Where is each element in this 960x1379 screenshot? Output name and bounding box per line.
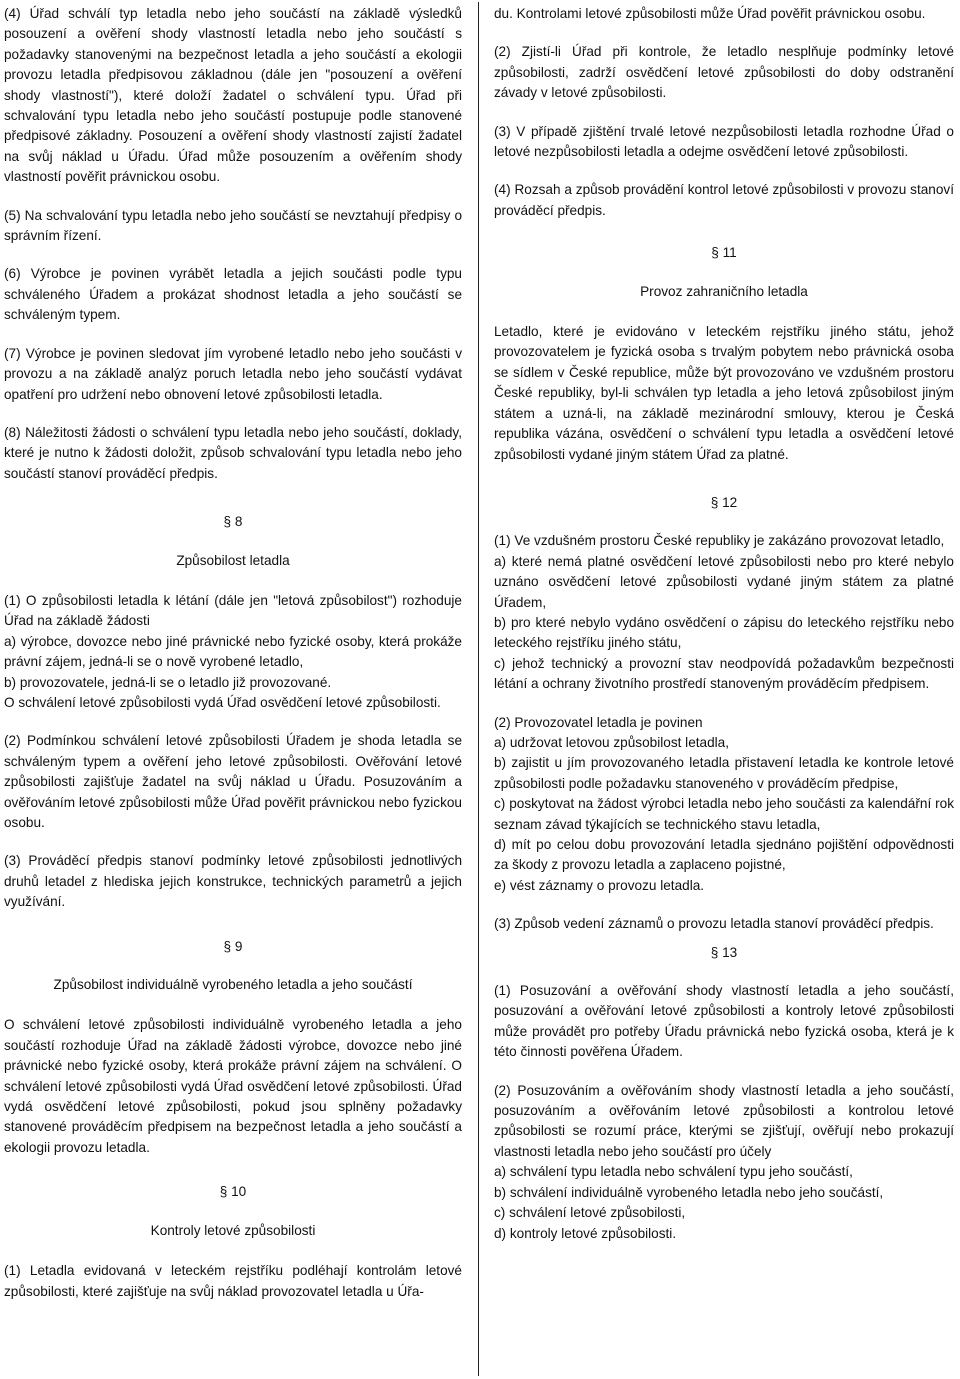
paragraph-9: O schválení letové způsobilosti individuálně vyrobeného letadla a jeho součástí rozhoduje Úřad na základě žádosti výrobce, dovozce nebo jiné právnické nebo fyzické osoby, která prokáže právní zájem na schválení. O schválení letové způsobilosti vydá Úřad osvědčení letové způsobilosti. Úřad vydá osvědčení letové způsobilosti, pokud jsou splněny požadavky stanovené prováděcím předpisem na bezpečnost letadla a jeho součástí a ekologii provozu letadla. (4, 1017, 462, 1155)
paragraph-8-1-line: O schválení letové způsobilosti vydá Úřad osvědčení letové způsobilosti. (4, 694, 441, 710)
paragraph-12-1-line: c) jehož technický a provozní stav neodpovídá požadavkům bezpečnosti létání a ochrany životního prostředí stanoveným prováděcím předpisem. (494, 655, 954, 692)
paragraph-12-1-line: b) pro které nebylo vydáno osvědčení o zápisu do leteckého rejstříku nebo leteckého rejstříku jiného státu, (494, 614, 954, 651)
paragraph-12-2-line: (2) Provozovatel letadla je povinen (494, 714, 703, 730)
paragraph-13-2-line: (2) Posuzováním a ověřováním shody vlastností letadla a jeho součástí, posuzováním a ověřováním letové způsobilosti a kontrolou letové způsobilosti se rozumí práce, kterými se zjišťují, ověřují nebo prokazují vlastnosti letadla nebo jeho součástí pro účely (494, 1082, 954, 1159)
section-8-heading: § 8 (223, 514, 243, 530)
section-13-heading: § 13 (710, 944, 738, 960)
section-8-title: Způsobilost letadla (176, 552, 290, 568)
paragraph-12-2 (494, 713, 954, 897)
paragraph-13-2-line: d) kontroly letové způsobilosti. (494, 1225, 677, 1241)
paragraph-7-5: (5) Na schvalování typu letadla nebo jeho součástí se nevztahují předpisy o správním řízení. (4, 207, 462, 244)
paragraph-8-3: (3) Prováděcí předpis stanoví podmínky letové způsobilosti jednotlivých druhů letadel z hlediska jejich konstrukce, technických parametrů a jejich využívání. (4, 853, 462, 910)
left-column (4, 4, 462, 1320)
paragraph-12-2-line: b) zajistit u jím provozovaného letadla přistavení letadla ke kontrole letové způsobilosti podle požadavku stanoveného v prováděcím předpise, (494, 755, 954, 791)
paragraph-12-2-line: d) mít po celou dobu provozování letadla sjednáno pojištění odpovědnosti za škody z provozu letadla a zaplaceno pojistné, (494, 837, 954, 873)
paragraph-12-2-line: e) vést záznamy o provozu letadla. (494, 877, 705, 893)
section-11-title: Provoz zahraničního letadla (640, 283, 808, 299)
section-12-heading: § 12 (710, 494, 738, 510)
paragraph-12-1-line: a) které nemá platné osvědčení letové způsobilosti nebo pro které nebylo uznáno osvědčení letové způsobilosti vydané jiným státem za platné Úřadem, (494, 553, 954, 610)
paragraph-8-1-line: b) provozovatele, jedná-li se o letadlo již provozované. (4, 674, 332, 690)
paragraph-13-2-line: c) schválení letové způsobilosti, (494, 1205, 686, 1221)
column-divider (478, 2, 479, 1376)
paragraph-13-1: (1) Posuzování a ověřování shody vlastností letadla a jeho součástí, posuzování a ověřování letové způsobilosti a kontroly letové způsobilosti může provádět pro potřeby Úřadu právnická nebo fyzická osoba, která je k této činnosti pověřena Úřadem. (494, 983, 954, 1060)
paragraph-12-1-line: (1) Ve vzdušném prostoru České republiky je zakázáno provozovat letadlo, (494, 533, 945, 549)
paragraph-12-3: (3) Způsob vedení záznamů o provozu letadla stanoví prováděcí předpis. (494, 916, 934, 932)
paragraph-10-2: (2) Zjistí-li Úřad při kontrole, že letadlo nesplňuje podmínky letové způsobilosti, zadrží osvědčení letové způsobilosti do doby odstranění závady v letové způsobilosti. (494, 44, 954, 101)
paragraph-10-1: (1) Letadla evidovaná v leteckém rejstříku podléhají kontrolám letové způsobilosti, které zajišťuje na svůj náklad provozovatel letadla u Úřa- (4, 1263, 462, 1299)
paragraph-10-1-continued: du. Kontrolami letové způsobilosti může Úřad pověřit právnickou osobu. (494, 6, 926, 21)
paragraph-8-1-line: (1) O způsobilosti letadla k létání (dále jen "letová způsobilost") rozhoduje Úřad na základě žádosti (4, 592, 462, 629)
paragraph-8-2: (2) Podmínkou schválení letové způsobilosti Úřadem je shoda letadla se schváleným typem a ověření jeho letové způsobilosti. Ověřování letové způsobilosti zajišťuje žadatel na svůj náklad u Úřadu. Posuzováním a ověřováním letové způsobilosti může Úřad pověřit právnickou nebo fyzickou osobu. (4, 733, 462, 830)
paragraph-13-2 (494, 1081, 954, 1244)
paragraph-10-3: (3) V případě zjištění trvalé letové nezpůsobilosti letadla rozhodne Úřad o letové nezpůsobilosti letadla a odejme osvědčení letové způsobilosti. (494, 123, 954, 160)
paragraph-7-8: (8) Náležitosti žádosti o schválení typu letadla nebo jeho součástí, doklady, které je nutno k žádosti doložit, způsob schvalování typu letadla nebo jeho součástí stanoví prováděcí předpis. (4, 424, 462, 481)
paragraph-12-2-line: c) poskytovat na žádost výrobci letadla nebo jeho součásti za kalendářní rok seznam závad týkajících se technického stavu letadla, (494, 796, 954, 832)
right-column (494, 4, 954, 1262)
section-9-title: Způsobilost individuálně vyrobeného letadla a jeho součástí (53, 977, 413, 993)
paragraph-8-1 (4, 591, 462, 713)
paragraph-8-1-line: a) výrobce, dovozce nebo jiné právnické nebo fyzické osoby, která prokáže právní zájem, jedná-li se o nově vyrobené letadlo, (4, 633, 462, 670)
paragraph-13-2-line: b) schválení individuálně vyrobeného letadla nebo jeho součástí, (494, 1184, 884, 1200)
paragraph-7-7: (7) Výrobce je povinen sledovat jím vyrobené letadlo nebo jeho součásti v provozu a na základě analýz poruch letadla nebo jeho součástí vydávat opatření pro udržení nebo obnovení letové způsobilosti letadla. (4, 345, 462, 402)
paragraph-7-6: (6) Výrobce je povinen vyrábět letadla a jejich součásti podle typu schváleného Úřadem a prokázat shodnost letadla a jeho součástí se schváleným typem. (4, 266, 462, 323)
paragraph-12-1 (494, 531, 954, 694)
section-9-heading: § 9 (223, 938, 243, 954)
paragraph-10-4: (4) Rozsah a způsob provádění kontrol letové způsobilosti v provozu stanoví prováděcí předpis. (494, 182, 954, 218)
section-10-heading: § 10 (219, 1184, 247, 1200)
paragraph-7-4: (4) Úřad schválí typ letadla nebo jeho součástí na základě výsledků posouzení a ověření shody vlastností letadla nebo jeho součástí s požadavky stanovenými na bezpečnost letadla a jeho součástí a ekologii provozu letadla předpisovou základnou (dále jen "posouzení a ověření shody vlastností"), které doloží žadatel o schválení typu. Úřad při schvalování typu letadla nebo jeho součástí postupuje podle stanovené předpisové základny. Posouzení a ověření shody vlastností zajistí žadatel na svůj náklad u Úřadu. Úřad může posouzením a ověřením shody vlastností pověřit právnickou osobu. (4, 6, 462, 185)
paragraph-11: Letadlo, které je evidováno v leteckém rejstříku jiného státu, jehož provozovatelem je fyzická osoba s trvalým pobytem nebo právnická osoba se sídlem v České republice, může být provozováno ve vzdušném prostoru České republiky, byl-li schválen typ letadla a jeho letová způsobilost jiným státem a uzná-li, na základě mezinárodní smlouvy, kterou je Česká republika vázána, osvědčení o schválení typu letadla a osvědčení letové způsobilosti vydané jiným státem Úřad za platné. (494, 324, 954, 462)
section-10-title: Kontroly letové způsobilosti (150, 1222, 316, 1238)
paragraph-12-2-line: a) udržovat letovou způsobilost letadla, (494, 734, 730, 750)
section-11-heading: § 11 (711, 245, 737, 261)
paragraph-13-2-line: a) schválení typu letadla nebo schválení typu jeho součástí, (494, 1164, 853, 1180)
